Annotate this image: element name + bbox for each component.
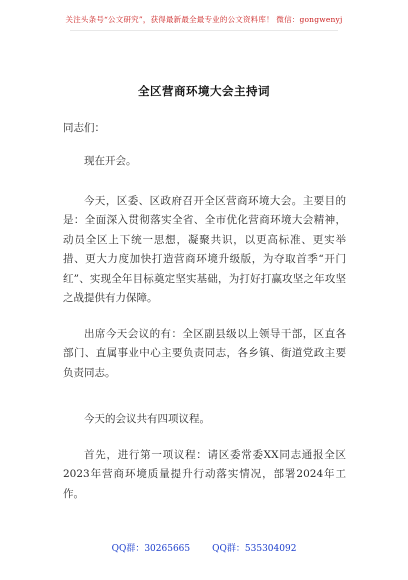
footer-qq-group-1: QQ群：30265665 [111, 544, 191, 554]
paragraph: 今天的会议共有四项议程。 [84, 413, 210, 425]
paragraph: 出席今天会议的有：全区副县级以上领导干部，区直各部门、直属事业中心主要负责同志，各乡镇、街道党政主要负责同志。 [63, 328, 346, 379]
paragraph: 首先，进行第一项议程：请区委常委XX同志通报全区2023年营商环境质量提升行动落实情况，部署2024年工作。 [63, 449, 346, 500]
paragraph: 现在开会。 [84, 155, 137, 167]
salutation: 同志们： [63, 122, 105, 134]
footer-qq-group-2: QQ群：535304092 [212, 544, 297, 554]
header-promo-note: 关注头条号“公文研究”，获得最新最全最专业的公文资料库！ 微信：gongwenyj [65, 15, 343, 24]
header-divider [70, 30, 338, 31]
document-title: 全区营商环境大会主持词 [138, 84, 270, 98]
paragraph: 今天，区委、区政府召开全区营商环境大会。主要目的是：全面深入贯彻落实全省、全市优化营商环境大会精神，动员全区上下统一思想，凝聚共识，以更高标准、更实举措、更大力度加快打造营商环境升级版，为夺取首季“开门红”、实现全年目标奠定坚实基础，为打好打赢攻坚之年攻坚之战提供有力保障。 [63, 195, 346, 305]
footer-contact [0, 541, 408, 554]
